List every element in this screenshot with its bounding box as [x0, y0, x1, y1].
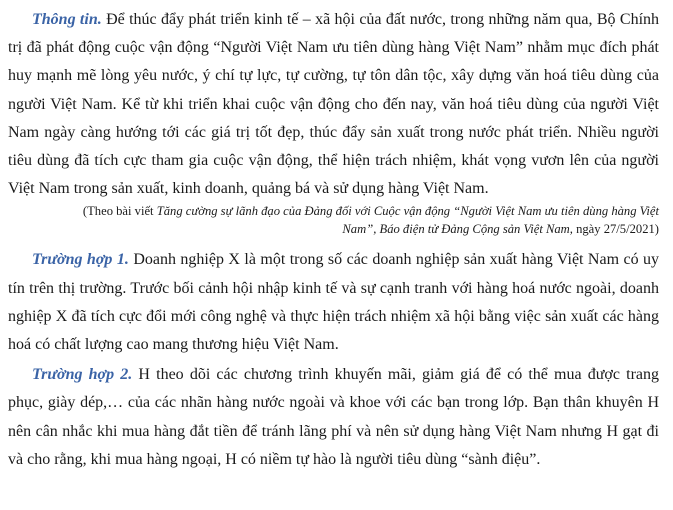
info-text: Để thúc đẩy phát triển kinh tế – xã hội của đất nước, trong những năm qua, Bộ Chính trị đã phát động cuộc vận động “Người Việt Nam ưu tiên dùng hàng Việt Nam” nhằm mục đích phát huy mạnh mẽ lòng yêu nước, ý chí tự lực, tự cường, tự tôn dân tộc, xây dựng văn hoá tiêu dùng của người Việt Nam. Kể từ khi triển khai cuộc vận động cho đến nay, văn hoá tiêu dùng của người Việt Nam ngày càng hướng tới các giá trị tốt đẹp, thúc đẩy sản xuất trong nước phát triển. Nhiều người tiêu dùng đã tích cực tham gia cuộc vận động, thể hiện trách nhiệm, khát vọng vươn lên của người Việt Nam trong sản xuất, kinh doanh, quảng bá và sử dụng hàng Việt Nam.	[8, 11, 660, 198]
info-lead: Thông tin.	[32, 11, 102, 28]
case2-text: H theo dõi các chương trình khuyến mãi, giảm giá để có thể mua được trang phục, giày dép,… của các nhãn hàng nước ngoài và khoe với các bạn trong lớp. Bạn thân khuyên H nên cân nhắc khi mua hàng đắt tiền để tránh lãng phí và nên sử dụng hàng Việt Nam nhưng H gạt đi và cho rằng, khi mua hàng ngoại, H có niềm tự hào là người tiêu dùng “sành điệu”.	[8, 366, 660, 468]
source-article: Tăng cường sự lãnh đạo của Đảng đối với Cuộc vận động	[156, 204, 451, 219]
case2-paragraph	[8, 361, 659, 474]
source-date: ngày 27/5/2021)	[572, 221, 659, 236]
source-prefix: (Theo bài viết	[82, 204, 157, 219]
info-paragraph	[8, 6, 659, 203]
source-quote: “Người Việt Nam ưu tiên dùng hàng Việt Nam”, Báo điện tử Đảng Cộng sản Việt Nam,	[342, 204, 659, 236]
case2-lead: Trường hợp 2.	[32, 366, 133, 384]
case1-paragraph	[8, 246, 659, 359]
case1-lead: Trường hợp 1.	[32, 251, 129, 269]
case1-text: Doanh nghiệp X là một trong số các doanh nghiệp sản xuất hàng Việt Nam có uy tín trên thị trường. Trước bối cảnh hội nhập kinh tế và sự cạnh tranh với hàng hoá nước ngoài, doanh nghiệp X đã tích cực đổi mới công nghệ và thực hiện trách nhiệm xã hội bằng việc sản xuất các hàng hoá có chất lượng cao mang thương hiệu Việt Nam.	[8, 251, 660, 354]
source-citation	[8, 203, 659, 238]
